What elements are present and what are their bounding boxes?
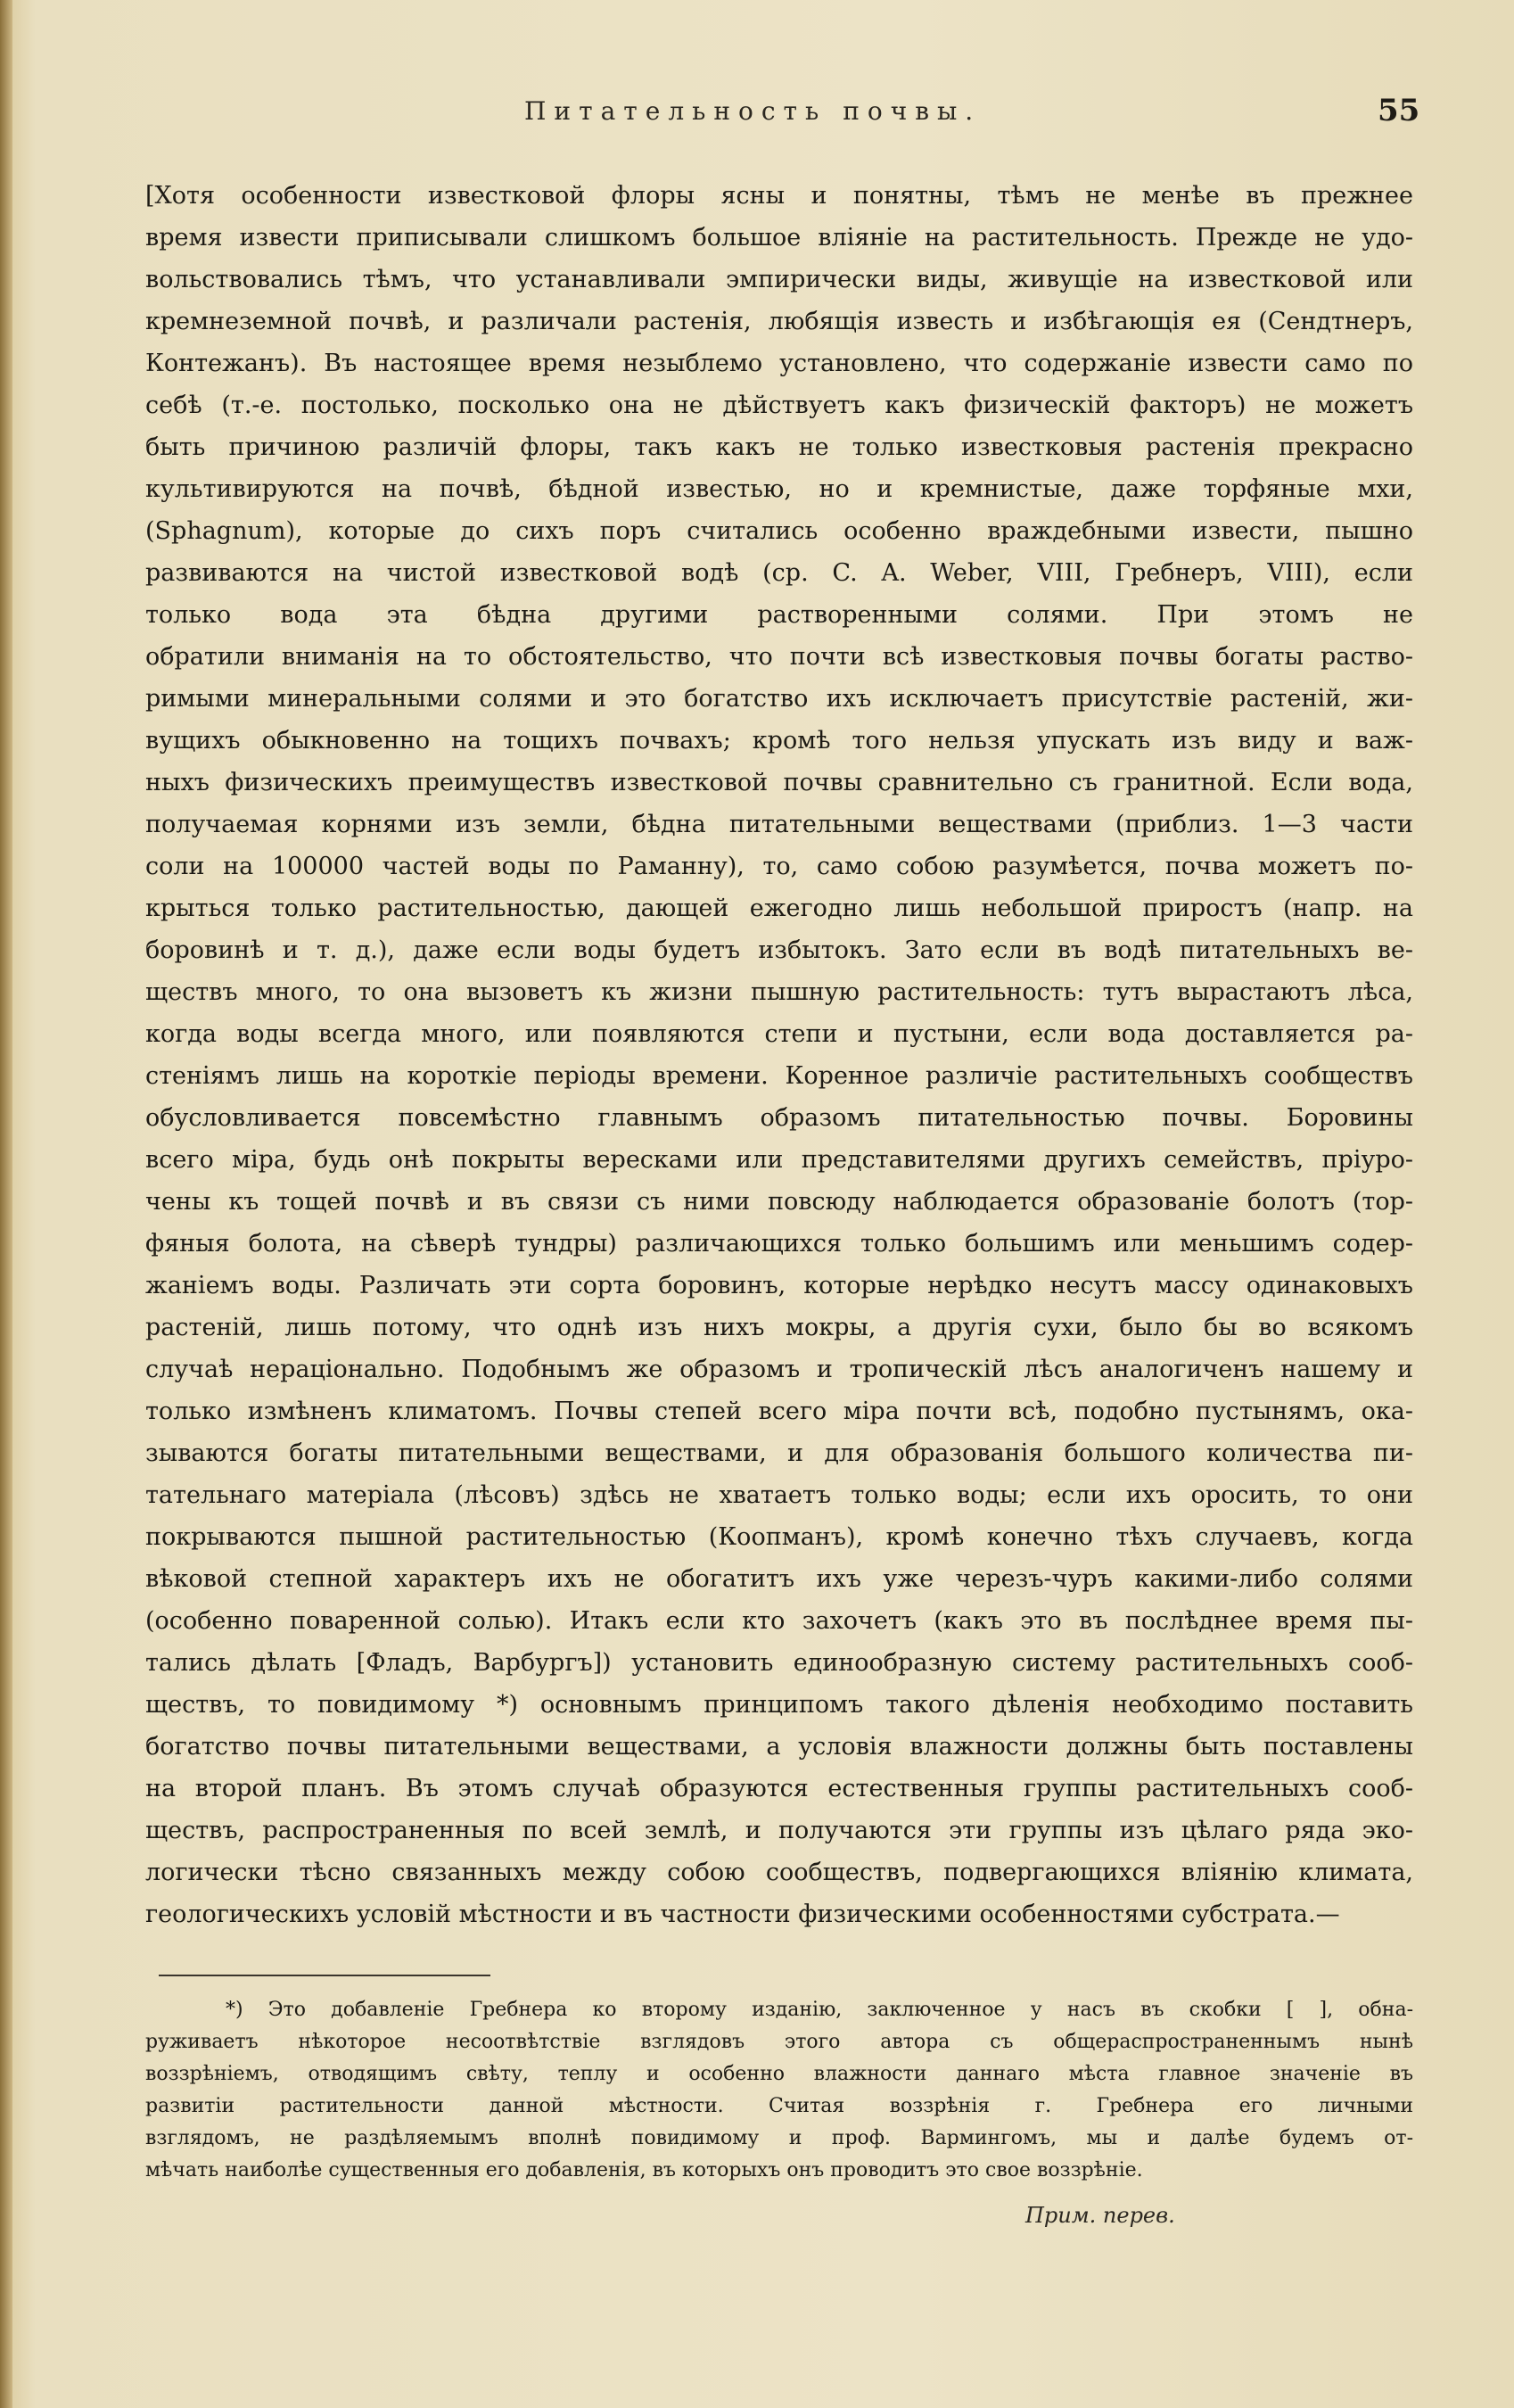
- body-line: быть причиною различій флоры, такъ какъ не только известковыя растенія прекрасно: [145, 433, 1413, 461]
- body-line: геологическихъ условій мѣстности и въ частности физическими особенностями субстрата.—: [145, 1901, 1340, 1928]
- body-line: тательнаго матеріала (лѣсовъ) здѣсь не хватаетъ только воды; если ихъ оросить, то они: [145, 1481, 1413, 1509]
- body-line: растеній, лишь потому, что однѣ изъ нихъ мокры, а другія сухи, было бы во всякомъ: [145, 1314, 1413, 1341]
- body-line: обратили вниманія на то обстоятельство, что почти всѣ известковыя почвы богаты раство-: [145, 643, 1413, 671]
- body-line: стеніямъ лишь на короткіе періоды времени. Коренное различіе растительныхъ сообществъ: [145, 1062, 1413, 1090]
- body-line: зываются богаты питательными веществами, и для образованія большого количества пи-: [145, 1439, 1413, 1467]
- body-line: ществъ много, то она вызоветъ къ жизни пышную растительность: тутъ вырастаютъ лѣса,: [145, 978, 1413, 1006]
- body-line: обусловливается повсемѣстно главнымъ образомъ питательностью почвы. Боровины: [145, 1104, 1413, 1132]
- body-line: ществъ, распространенныя по всей землѣ, и получаются эти группы изъ цѣлаго ряда эко-: [145, 1817, 1413, 1844]
- body-line: (Sphagnum), которые до сихъ поръ считались особенно враждебными извести, пышно: [145, 517, 1413, 545]
- body-line: культивируются на почвѣ, бѣдной известью, но и кремнистые, даже торфяные мхи,: [145, 475, 1413, 503]
- body-line: логически тѣсно связанныхъ между собою сообществъ, подвергающихся вліянію климата,: [145, 1859, 1413, 1886]
- body-line: тались дѣлать [Фладъ, Варбургъ]) установить единообразную систему растительныхъ сооб-: [145, 1649, 1413, 1677]
- footnote: [145, 1994, 1413, 2187]
- body-line: всего міра, будь онѣ покрыты вересками или представителями другихъ семействъ, пріуро-: [145, 1146, 1413, 1174]
- footnote-line: руживаетъ нѣкоторое несоотвѣтствіе взглядовъ этого автора съ общераспространеннымъ нынѣ: [145, 2031, 1413, 2053]
- body-line: фяныя болота, на сѣверѣ тундры) различающихся только большимъ или меньшимъ содер-: [145, 1230, 1413, 1258]
- body-line: богатство почвы питательными веществами, а условія влажности должны быть поставлены: [145, 1733, 1413, 1761]
- body-line: только вода эта бѣдна другими растворенными солями. При этомъ не: [145, 601, 1413, 629]
- main-paragraph: [145, 175, 1413, 1935]
- body-line: на второй планъ. Въ этомъ случаѣ образуются естественныя группы растительныхъ сооб-: [145, 1775, 1413, 1802]
- body-line: вольствовались тѣмъ, что устанавливали эмпирически виды, живущіе на известковой или: [145, 266, 1413, 293]
- body-line: жаніемъ воды. Различать эти сорта боровинъ, которые нерѣдко несутъ массу одинаковыхъ: [145, 1272, 1413, 1299]
- footnote-line: развитіи растительности данной мѣстности. Считая воззрѣнія г. Гребнера его личными: [145, 2095, 1413, 2117]
- running-head: [0, 93, 1514, 132]
- footnote-line: *) Это добавленіе Гребнера ко второму изданію, заключенное у насъ въ скобки [ ], обна-: [226, 1999, 1413, 2021]
- body-line: когда воды всегда много, или появляются степи и пустыни, если вода доставляется ра-: [145, 1020, 1413, 1048]
- page-number: 55: [1378, 93, 1420, 128]
- body-line: [Хотя особенности известковой флоры ясны и понятны, тѣмъ не менѣе въ прежнее: [145, 182, 1413, 210]
- body-line: только измѣненъ климатомъ. Почвы степей всего міра почти всѣ, подобно пустынямъ, ока-: [145, 1398, 1413, 1425]
- body-line: ныхъ физическихъ преимуществъ известковой почвы сравнительно съ гранитной. Если вода,: [145, 769, 1413, 796]
- footnote-divider: [159, 1975, 490, 1976]
- body-line: получаемая корнями изъ земли, бѣдна питательными веществами (приблиз. 1—3 части: [145, 811, 1413, 838]
- footnote-line: мѣчать наиболѣе существенныя его добавленія, въ которыхъ онъ проводитъ это свое воззрѣніе.: [145, 2159, 1143, 2181]
- body-line: римыми минеральными солями и это богатство ихъ исключаетъ присутствіе растеній, жи-: [145, 685, 1413, 713]
- body-line: крыться только растительностью, дающей ежегодно лишь небольшой приростъ (напр. на: [145, 895, 1413, 922]
- body-line: боровинѣ и т. д.), даже если воды будетъ избытокъ. Зато если въ водѣ питательныхъ ве-: [145, 936, 1413, 964]
- body-line: (особенно поваренной солью). Итакъ если кто захочетъ (какъ это въ послѣднее время пы-: [145, 1607, 1413, 1635]
- body-line: Контежанъ). Въ настоящее время незыблемо установлено, что содержаніе извести само по: [145, 350, 1413, 377]
- body-line: развиваются на чистой известковой водѣ (ср. C. A. Weber, VIII, Гребнеръ, VIII), если: [145, 559, 1413, 587]
- page-binding-edge: [0, 0, 12, 2408]
- body-line: кремнеземной почвѣ, и различали растенія, любящія известь и избѣгающія ея (Сендтнеръ,: [145, 308, 1413, 335]
- body-line: вущихъ обыкновенно на тощихъ почвахъ; кромѣ того нельзя упускать изъ виду и важ-: [145, 727, 1413, 755]
- body-line: чены къ тощей почвѣ и въ связи съ ними повсюду наблюдается образованіе болотъ (тор-: [145, 1188, 1413, 1216]
- body-line: ществъ, то повидимому *) основнымъ принципомъ такого дѣленія необходимо поставить: [145, 1691, 1413, 1719]
- body-line: время извести приписывали слишкомъ большое вліяніе на растительность. Прежде не удо-: [145, 224, 1413, 252]
- translator-note-signature: Прим. перев.: [1025, 2203, 1175, 2228]
- body-line: вѣковой степной характеръ ихъ не обогатитъ ихъ уже черезъ-чуръ какими-либо солями: [145, 1565, 1413, 1593]
- body-line: случаѣ нераціонально. Подобнымъ же образомъ и тропическій лѣсъ аналогиченъ нашему и: [145, 1356, 1413, 1383]
- running-head-title: Питательность почвы.: [524, 96, 982, 126]
- body-line: покрываются пышной растительностью (Коопманъ), кромѣ конечно тѣхъ случаевъ, когда: [145, 1523, 1413, 1551]
- footnote-line: воззрѣніемъ, отводящимъ свѣту, теплу и особенно влажности даннаго мѣста главное значеніе въ: [145, 2063, 1413, 2085]
- body-line: соли на 100000 частей воды по Раманну), то, само собою разумѣется, почва можетъ по-: [145, 853, 1413, 880]
- body-line: себѣ (т.-е. постолько, посколько она не дѣйствуетъ какъ физическій факторъ) не можетъ: [145, 392, 1413, 419]
- footnote-line: взглядомъ, не раздѣляемымъ вполнѣ повидимому и проф. Вармингомъ, мы и далѣе будемъ от-: [145, 2127, 1413, 2149]
